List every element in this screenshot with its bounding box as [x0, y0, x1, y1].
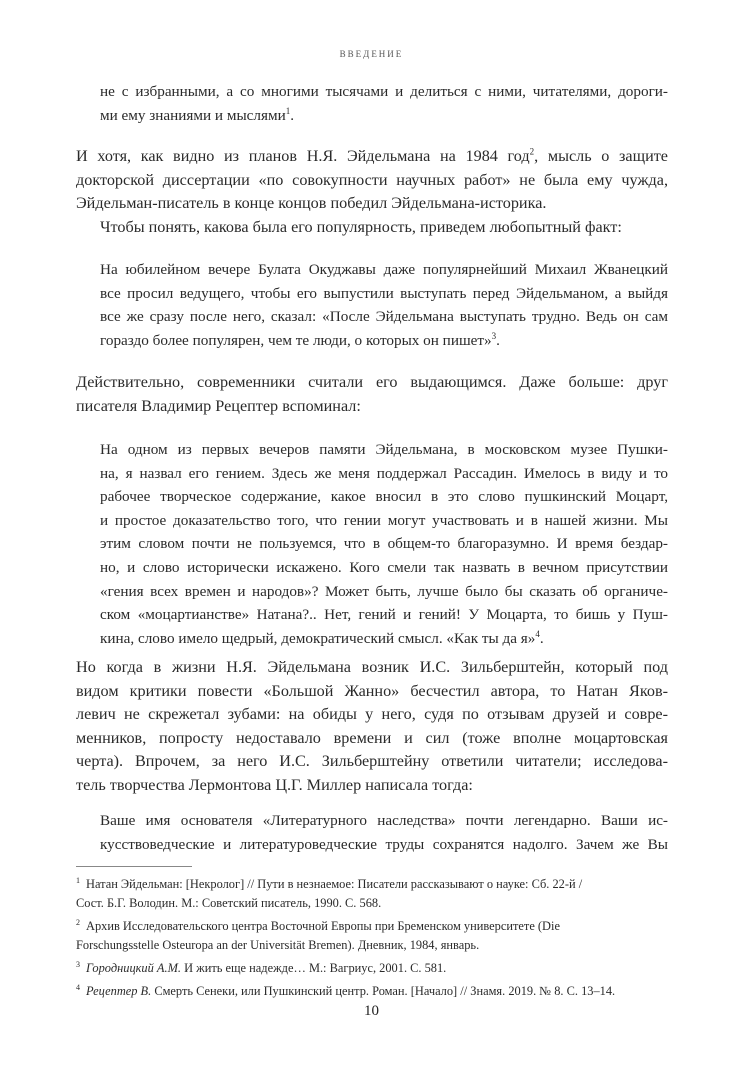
- text-line: Сост. Б.Г. Володин. М.: Советский писатель, 1990. С. 568.: [76, 896, 382, 910]
- text-line: черта). Впрочем, за него И.С. Зильберштейну ответили читатели; исследова-: [76, 752, 668, 771]
- text-line: на, я назвал его гением. Здесь же меня поддержал Рассадин. Имелось в виду и то: [100, 464, 668, 482]
- running-header: ВВЕДЕНИЕ: [339, 49, 404, 59]
- text-line: видом критики повести «Большой Жанно» бесчестил автора, то Натан Яков-: [76, 681, 668, 700]
- block-quote: [100, 258, 668, 352]
- text-line: тель творчества Лермонтова Ц.Г. Миллер написала тогда:: [76, 775, 473, 794]
- text-line: $^4$ Рецептер В. Смерть Сенеки, или Пушкинский центр. Роман. [Начало] // Знамя. 2019. № 8. С. 13–14.: [76, 982, 616, 998]
- text-line: ском «моцартианстве» Натана?.. Нет, гений и гений! У Моцарта, то бишь у Пуш-: [100, 606, 668, 624]
- text-line: и простое доказательство того, что гении могут участвовать и в нашей жизни. Мы: [100, 511, 668, 529]
- text-line: $^1$ Натан Эйдельман: [Некролог] // Пути в незнаемое: Писатели рассказывают о науке: Сб. 22-й /: [76, 875, 583, 891]
- footnote-ref[interactable]: 3: [491, 330, 497, 341]
- body-paragraph: [76, 145, 668, 239]
- footnote-ref[interactable]: 1: [285, 105, 291, 116]
- text-line: этим словом почти не пользуемся, что в общем-то благоразумно. И время бездар-: [100, 535, 668, 553]
- block-quote: [100, 809, 668, 856]
- text-line: Но когда в жизни Н.Я. Эйдельмана возник И.С. Зильберштейн, который под: [76, 658, 668, 676]
- body-paragraph: [76, 656, 668, 798]
- text-line: все же сразу после него, сказал: «После Эйдельмана выступать трудно. Ведь он сам: [100, 308, 668, 326]
- text-line: ми ему знаниями и мыслями$^1$.: [100, 105, 295, 124]
- text-line: Действительно, современники считали его выдающимся. Даже больше: друг: [76, 373, 668, 391]
- text-line: гораздо более популярен, чем те люди, о которых он пишет»$^3$.: [100, 330, 500, 349]
- text-line: рабочее творческое содержание, какое вносил в это слово пушкинский Моцарт,: [100, 488, 668, 506]
- text-line: И хотя, как видно из планов Н.Я. Эйдельмана на 1984 год$^2$, мысль о защите: [76, 146, 668, 165]
- footnote-ref[interactable]: 4: [535, 628, 540, 639]
- body-paragraph: [76, 371, 668, 418]
- block-quote: [100, 438, 668, 650]
- text-line: Чтобы понять, какова была его популярность, приведем любопытный факт:: [100, 217, 622, 236]
- text-line: менников, попросту недоставало времени и сил (тоже вполне моцартовская: [76, 728, 668, 747]
- continued-quote-paragraph: [100, 80, 668, 127]
- footnote-1: [76, 875, 668, 913]
- text-line: но, и слово исторически искажено. Кого смели так назвать в вечном присутствии: [100, 558, 668, 576]
- text-line: кина, слово имело щедрый, демократический смысл. «Как ты да я»$^4$.: [100, 628, 544, 647]
- text-line: докторской диссертации «по совокупности научных работ» не была ему чужда,: [76, 170, 668, 189]
- footnotes: [76, 875, 668, 1005]
- text-line: Эйдельман-писатель в конце концов победил Эйдельмана-историка.: [76, 194, 547, 213]
- text-line: не с избранными, а со многими тысячами и делиться с ними, читателями, дороги-: [100, 83, 668, 100]
- text-line: $^2$ Архив Исследовательского центра Восточной Европы при Бременском университете (Die: [76, 917, 560, 933]
- text-line: «гения всех времен и народов»? Может быть, лучше было бы сказать об органиче-: [100, 582, 668, 600]
- footnote-ref[interactable]: 2: [529, 146, 535, 157]
- text-line: $^3$ Городницкий А.М. И жить еще надежде… М.: Вагриус, 2001. С. 581.: [76, 959, 447, 975]
- text-line: все просил ведущего, чтобы его выпустили выступать перед Эйдельманом, а выйдя: [100, 284, 668, 302]
- text-line: Ваше имя основателя «Литературного наследства» почти легендарно. Ваши ис-: [100, 812, 668, 829]
- footnote-4: [76, 982, 668, 1001]
- text-line: Forschungsstelle Osteuropa an der Universität Bremen). Дневник, 1984, январь.: [76, 938, 480, 952]
- text-line: На юбилейном вечере Булата Окуджавы даже популярнейший Михаил Жванецкий: [100, 261, 668, 278]
- page-number: 10: [364, 1003, 379, 1019]
- footnote-divider: [76, 866, 192, 867]
- footnote-2: [76, 917, 668, 955]
- text-line: левич не скрежетал зубами: на обиды у него, судя по отзывам друзей и совре-: [76, 705, 668, 724]
- footnote-3: [76, 959, 668, 978]
- text-line: На одном из первых вечеров памяти Эйдельмана, в московском музее Пушки-: [100, 441, 668, 458]
- text-line: кусствоведческие и литературоведческие труды сохранятся надолго. Зачем же Вы: [100, 835, 668, 853]
- text-line: писателя Владимир Рецептер вспоминал:: [76, 396, 361, 415]
